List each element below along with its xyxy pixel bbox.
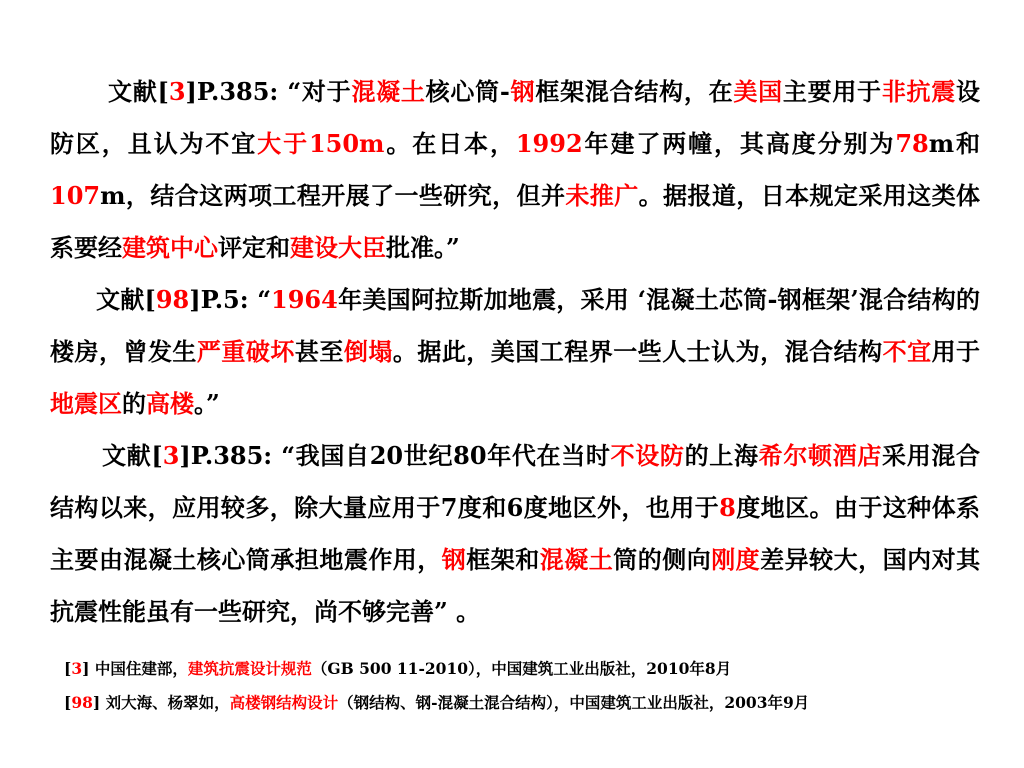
highlighted-text: 1964 <box>271 285 338 314</box>
highlighted-text: 刚度 <box>711 545 761 574</box>
reference-text: ] 刘大海、杨翠如， <box>92 693 230 712</box>
body-text: m，结合这两项工程开展了一些研究，但并 <box>100 181 566 210</box>
body-text: 甚至 <box>294 337 344 366</box>
body-text: 年美国阿拉斯加地震，采用 ‘混凝土芯筒-钢框架’混合结构的楼房，曾发生 <box>50 285 981 366</box>
reference-highlight: 建筑抗震设计规范 <box>187 659 312 678</box>
body-text: 筒的侧向 <box>613 545 712 574</box>
reference-text: （钢结构、钢-混凝土混合结构），中国建筑工业出版社，2003年9月 <box>338 693 810 712</box>
body-text: 评定和 <box>218 233 290 262</box>
highlighted-text: 建设大臣 <box>290 233 386 262</box>
body-text: 批准。” <box>386 233 460 262</box>
highlighted-text: 1992 <box>515 129 583 158</box>
reference-text: [ <box>64 693 72 712</box>
highlighted-text: 严重破坏 <box>196 337 295 366</box>
body-text: 框架和 <box>466 545 540 574</box>
body-text: 度地区。由于这种体系主要由混凝土核心筒承担地震作用， <box>50 493 980 574</box>
body-text: 的上海 <box>684 441 759 470</box>
body-text: ]P.385: “对于 <box>185 77 352 106</box>
body-text: 主要用于 <box>782 77 882 106</box>
body-text: 文献[ <box>96 285 156 314</box>
highlighted-text: 高楼 <box>146 389 194 418</box>
highlighted-text: 98 <box>155 285 190 314</box>
highlighted-text: 希尔顿酒店 <box>758 441 883 470</box>
highlighted-text: 建筑中心 <box>122 233 218 262</box>
highlighted-text: 未推广 <box>565 181 639 210</box>
reference-text: ] 中国住建部， <box>82 659 188 678</box>
body-text: 年建了两幢，其高度分别为 <box>582 129 896 158</box>
highlighted-text: 3 <box>168 77 186 106</box>
highlighted-text: 不宜 <box>882 337 932 366</box>
body-text: 设防区，且认为不宜 <box>50 77 981 158</box>
highlighted-text: 107 <box>50 181 101 210</box>
citation-paragraph-3 <box>50 430 980 638</box>
citation-paragraph-1 <box>50 66 980 274</box>
body-text: 的 <box>122 389 146 418</box>
reference-highlight: 98 <box>71 693 93 712</box>
reference-highlight: 3 <box>71 659 83 678</box>
reference-text: [ <box>64 659 72 678</box>
body-text: ]P.5: “ <box>189 285 272 314</box>
body-text: 差异较大，国内对其抗震性能虽有一些研究，尚不够完善” 。 <box>50 545 981 626</box>
body-text: ]P.385: “我国自20世纪80年代在当时 <box>179 441 611 470</box>
highlighted-text: 78 <box>895 129 929 158</box>
highlighted-text: 地震区 <box>50 389 122 418</box>
citation-paragraph-2 <box>50 274 980 430</box>
highlighted-text: 钢 <box>441 545 467 574</box>
highlighted-text: 混凝土 <box>351 77 426 106</box>
reference-highlight: 高楼钢结构设计 <box>229 693 339 712</box>
reference-list <box>64 652 1004 720</box>
highlighted-text: 3 <box>162 441 180 470</box>
reference-item-3 <box>64 652 1004 686</box>
highlighted-text: 8 <box>719 493 736 522</box>
reference-text: （GB 500 11-2010），中国建筑工业出版社，2010年8月 <box>311 659 732 678</box>
reference-item-98 <box>64 686 1004 720</box>
body-text: 。据此，美国工程界一些人士认为，混合结构 <box>392 337 883 366</box>
body-text: 。” <box>194 389 220 418</box>
body-text: m和 <box>928 129 981 158</box>
citation-body <box>50 66 980 638</box>
body-text: 文献[ <box>102 441 163 470</box>
body-text: 核心筒- <box>425 77 510 106</box>
body-text: 框架混合结构，在 <box>535 77 734 106</box>
body-text: 用于 <box>931 337 981 366</box>
body-text: 采用混合结构以来，应用较多，除大量应用于7度和6度地区外，也用于 <box>50 441 981 522</box>
highlighted-text: 美国 <box>733 77 783 106</box>
highlighted-text: 钢 <box>509 77 536 106</box>
highlighted-text: 倒塌 <box>343 337 393 366</box>
body-text: 文献[ <box>108 77 169 106</box>
highlighted-text: 大于150m <box>257 129 385 158</box>
highlighted-text: 不设防 <box>610 441 685 470</box>
highlighted-text: 混凝土 <box>539 545 614 574</box>
highlighted-text: 非抗震 <box>881 77 957 106</box>
body-text: 。据报道，日本规定采用这类体系要经 <box>50 181 981 262</box>
body-text: 。在日本， <box>384 129 516 158</box>
